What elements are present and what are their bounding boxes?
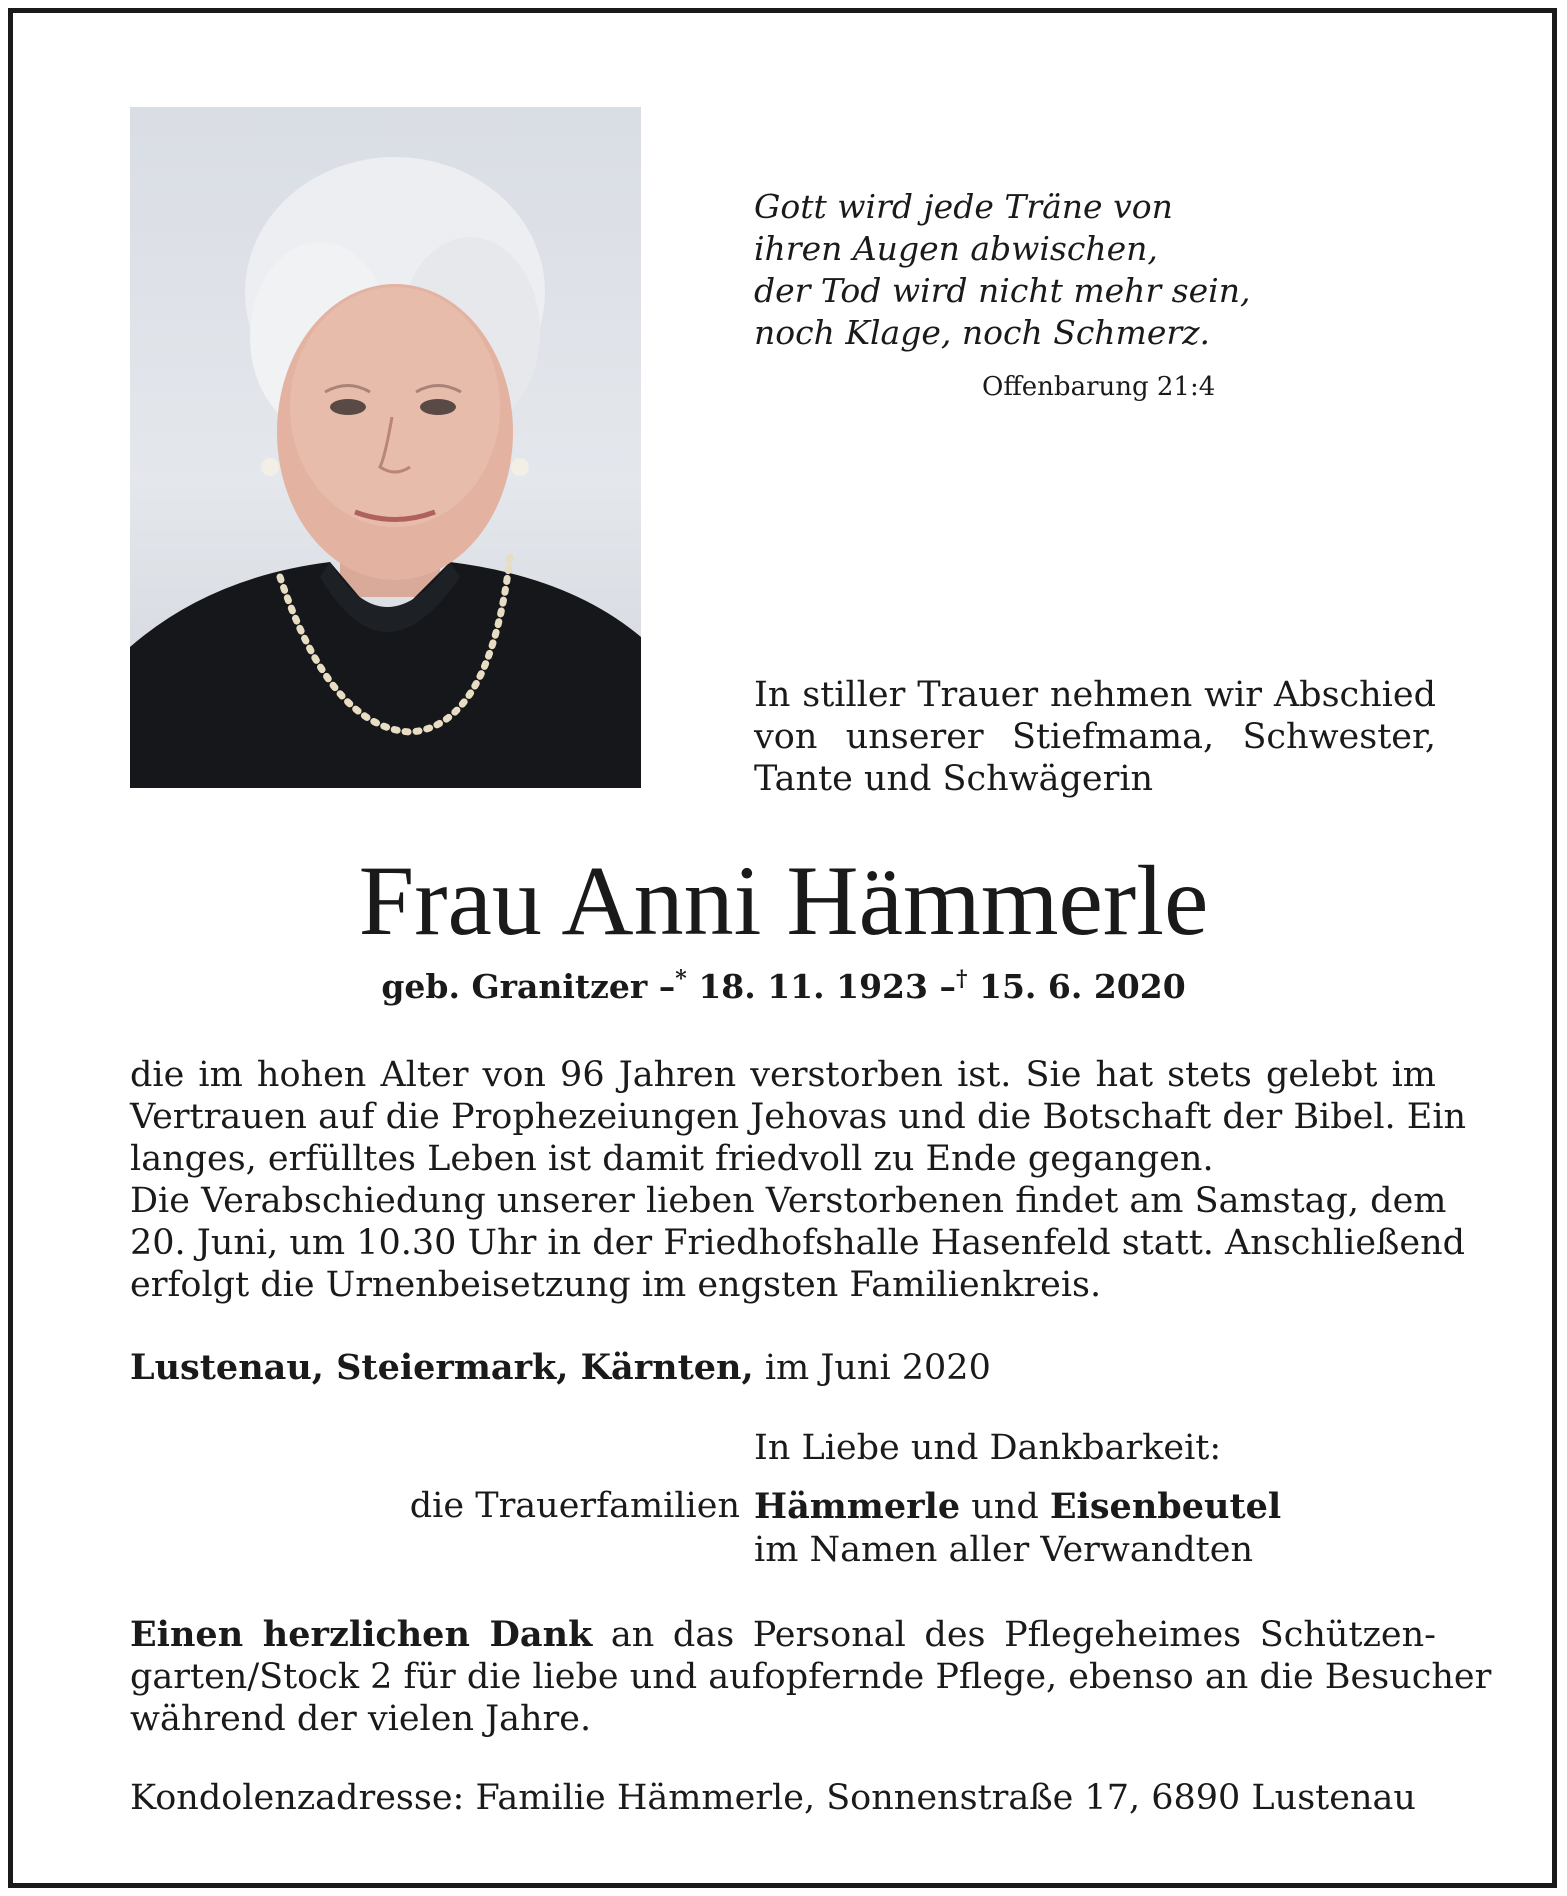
body-line: die im hohen Alter von 96 Jahren verstorben ist. Sie hat stets gelebt im (130, 1055, 1436, 1095)
body-line: 20. Juni, um 10.30 Uhr in der Friedhofshalle Hasenfeld statt. Anschließend (130, 1223, 1466, 1263)
birth-name: geb. Granitzer (381, 967, 648, 1006)
verse-line: Gott wird jede Träne von (754, 187, 1173, 226)
family-name-1: Hämmerle (754, 1486, 961, 1527)
intro-text: In stiller Trauer nehmen wir Abschied von unserer Stiefmama, Schwester, Tante und Schwägerin (754, 675, 1436, 799)
separator: – (658, 967, 676, 1006)
life-dates (0, 966, 1567, 1006)
place-date (130, 1347, 991, 1388)
body-line: erfolgt die Urnenbeisetzung im engsten Familienkreis. (130, 1265, 1102, 1305)
birth-mark: * (675, 966, 687, 992)
condolence-address: Kondolenzadresse: Familie Hämmerle, Sonnenstraße 17, 6890 Lustenau (130, 1778, 1416, 1818)
body-paragraph (130, 1054, 1467, 1306)
body-line: langes, erfülltes Leben ist damit friedvoll zu Ende gegangen. (130, 1139, 1214, 1179)
thanks-line (130, 1614, 1436, 1656)
places: Lustenau, Steiermark, Kärnten, (130, 1347, 754, 1388)
portrait-illustration (130, 107, 641, 788)
thanks-paragraph (130, 1614, 1492, 1740)
verse-reference: Offenbarung 21:4 (982, 372, 1216, 402)
date: im Juni 2020 (764, 1348, 991, 1388)
verse-line: der Tod wird nicht mehr sein, (754, 271, 1251, 310)
separator: – (939, 967, 956, 1006)
birth-date: 18. 11. 1923 (698, 967, 928, 1006)
death-mark: † (955, 966, 968, 992)
thanks-bold: Einen herzlichen Dank (130, 1614, 593, 1655)
thanks-line1-rest: an das Personal des Pflegeheimes Schützen- (610, 1615, 1436, 1655)
verse-line: ihren Augen abwischen, (754, 229, 1158, 268)
signature-greeting: In Liebe und Dankbarkeit: (754, 1428, 1222, 1468)
signature-family-names (754, 1486, 1281, 1527)
death-date: 15. 6. 2020 (978, 967, 1186, 1006)
thanks-line: garten/Stock 2 für die liebe und aufopfernde Pflege, ebenso an die Besucher (130, 1657, 1492, 1697)
portrait-photo (130, 107, 641, 788)
signature-relatives: im Namen aller Verwandten (754, 1530, 1253, 1570)
family-name-2: Eisenbeutel (1049, 1486, 1282, 1527)
verse-line: noch Klage, noch Schmerz. (754, 313, 1211, 352)
bible-verse (754, 186, 1274, 354)
body-line: Vertrauen auf die Prophezeiungen Jehovas und die Botschaft der Bibel. Ein (130, 1097, 1467, 1137)
signature-lead: die Trauerfamilien (409, 1486, 740, 1526)
deceased-name: Frau Anni Hämmerle (358, 845, 1209, 956)
and-word: und (971, 1487, 1039, 1527)
thanks-line: während der vielen Jahre. (130, 1699, 592, 1739)
body-line: Die Verabschiedung unserer lieben Verstorbenen findet am Samstag, dem (130, 1181, 1447, 1221)
